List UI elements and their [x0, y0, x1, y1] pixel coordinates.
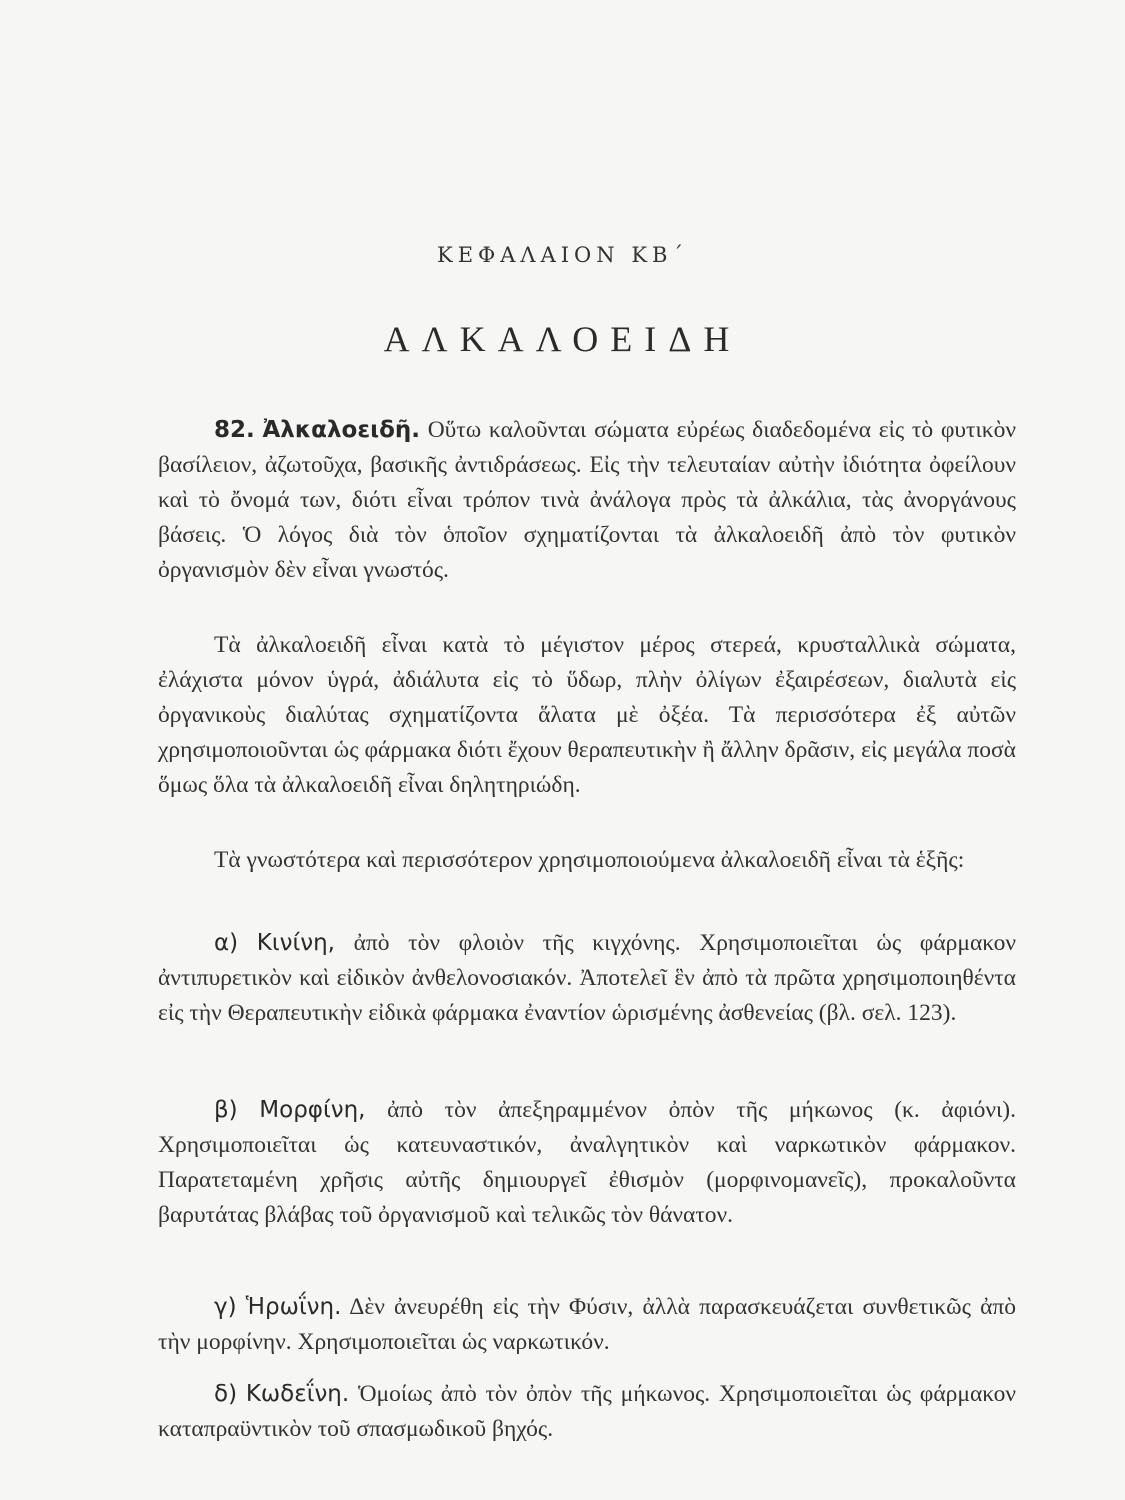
list-item-text: Ὁμοίως ἀπὸ τὸν ὀπὸν τῆς μήκωνος. Χρησιμοποιεῖται ὡς φάρμακον καταπραϋντικὸν τοῦ σπασμωδικοῦ βηχός.: [158, 1381, 1017, 1442]
properties-paragraph: Τὰ ἀλκαλοειδῆ εἶναι κατὰ τὸ μέγιστον μέρος στερεά, κρυσταλλικὰ σώματα, ἐλάχιστα μόνον ὑγρά, ἀδιάλυτα εἰς τὸ ὕδωρ, πλὴν ὀλίγων ἐξαιρέσεων, διαλυτὰ εἰς ὀργανικοὺς διαλύτας σχηματίζοντα ἅλατα μὲ ὀξέα. Τὰ περισσότερα ἐξ αὐτῶν χρησιμοποιοῦνται ὡς φάρμακα διότι ἔχουν θεραπευτικὴν ἢ ἄλλην δρᾶσιν, εἰς μεγάλα ποσὰ ὅμως ὅλα τὰ ἀλκαλοειδῆ εἶναι δηλητηριώδη.: [158, 632, 1016, 798]
list-item-quinine: [158, 926, 1016, 1031]
list-item-name: Ἡρωΐνη.: [245, 1294, 342, 1320]
section-intro-text: Οὕτω καλοῦνται σώματα εὐρέως διαδεδομένα εἰς τὸ φυτικὸν βασίλειον, ἀζωτοῦχα, βασικῆς ἀντιδράσεως. Εἰς τὴν τελευταίαν αὐτὴν ἰδιότητα ὀφείλουν καὶ τὸ ὄνομά των, διότι εἶναι τρόπον τινὰ ἀνάλογα πρὸς τὰ ἀλκάλια, τὰς ἀνοργάνους βάσεις. Ὁ λόγος διὰ τὸν ὁποῖον σχηματίζονται τὰ ἀλκαλοειδῆ ἀπὸ τὸν φυτικὸν ὀργανισμὸν δὲν εἶναι γνωστός.: [158, 417, 1017, 583]
section-number: 82.: [214, 417, 255, 443]
list-item-codeine: [158, 1377, 1016, 1447]
list-item-label: δ): [214, 1381, 238, 1407]
list-item-label: β): [214, 1097, 238, 1123]
section-term: Ἀλκαλοειδῆ.: [262, 417, 420, 443]
list-intro-paragraph: Τὰ γνωστότερα καὶ περισσότερον χρησιμοποιούμενα ἀλκαλοειδῆ εἶναι τὰ ἑξῆς:: [214, 847, 965, 873]
list-item-name: Κινίνη,: [256, 930, 335, 956]
list-item-morphine: [158, 1093, 1016, 1233]
list-item-label: α): [214, 930, 239, 956]
chapter-title: ΑΛΚΑΛΟΕΙΔΗ: [383, 319, 742, 359]
list-item-text: ἀπὸ τὸν φλοιὸν τῆς κιγχόνης. Χρησιμοποιεῖται ὡς φάρμακον ἀντιπυρετικὸν καὶ εἰδικὸν ἀνθελονοσιακόν. Ἀποτελεῖ ἓν ἀπὸ τὰ πρῶτα χρησιμοποιηθέντα εἰς τὴν Θεραπευτικὴν εἰδικὰ φάρμακα ἐναντίον ὡρισμένης ἀσθενείας (βλ. σελ. 123).: [158, 930, 1016, 1026]
list-item-label: γ): [214, 1294, 237, 1320]
section-intro-paragraph: [158, 413, 1016, 588]
list-item-name: Κωδεΐνη.: [245, 1381, 350, 1407]
chapter-label: ΚΕΦΑΛΑΙΟΝ ΚΒ΄: [437, 243, 688, 267]
list-item-text: Δὲν ἀνευρέθη εἰς τὴν Φύσιν, ἀλλὰ παρασκευάζεται συνθετικῶς ἀπὸ τὴν μορφίνην. Χρησιμοποιεῖται ὡς ναρκωτικόν.: [158, 1294, 1017, 1355]
list-item-name: Μορφίνη,: [259, 1097, 366, 1123]
list-item-heroin: [158, 1290, 1016, 1360]
list-item-text: ἀπὸ τὸν ἀπεξηραμμένον ὀπὸν τῆς μήκωνος (κ. ἀφιόνι). Χρησιμοποιεῖται ὡς κατευναστικόν, ἀναλγητικὸν καὶ ναρκωτικὸν φάρμακον. Παρατεταμένη χρῆσις αὐτῆς δημιουργεῖ ἐθισμὸν (μορφινομανεῖς), προκαλοῦντα βαρυτάτας βλάβας τοῦ ὀργανισμοῦ καὶ τελικῶς τὸν θάνατον.: [158, 1097, 1016, 1228]
